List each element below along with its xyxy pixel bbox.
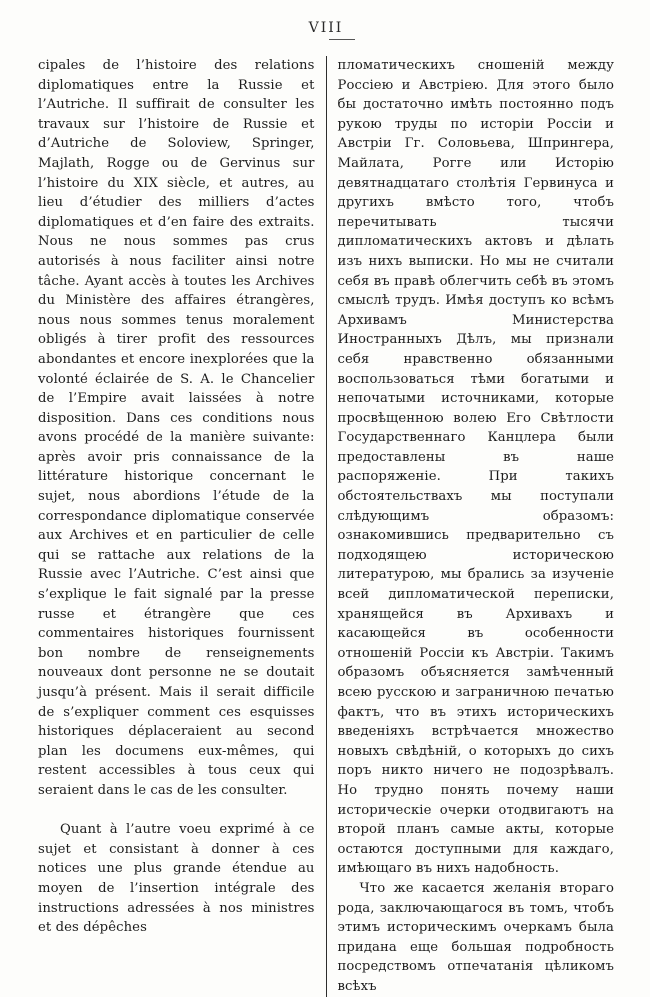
column-french	[38, 56, 326, 997]
russian-paragraph-2: Что же касается желанія втораго рода, заключающагося въ томъ, чтобъ этимъ историческимъ очеркамъ была придана еще большая подробность посредствомъ отпечатанія цѣликомъ всѣхъ	[337, 880, 614, 994]
page-number: VIII	[308, 20, 344, 36]
french-paragraph-2: Quant à l’autre voeu exprimé à ce sujet et consistant à donner à ces notices une plus grande étendue au moyen de l’insertion intégrale des instructions adressées à nos ministres et des dépêches	[38, 822, 315, 936]
text-columns	[38, 56, 614, 997]
page-number-rule	[329, 39, 355, 40]
french-paragraph-1: cipales de l’histoire des relations diplomatiques entre la Russie et l’Autriche. Il suffirait de consulter les travaux sur l’histoire de Russie et d’Autriche de Soloview, Springer, Majlath, Rogge ou de Gervinus sur l’histoire du XIX siècle, et autres, au lieu d’étudier des milliers d’actes diplomatiques et d’en faire des extraits. Nous ne nous sommes pas crus autorisés à nous faciliter ainsi notre tâche. Ayant accès à toutes les Archives du Ministère des affaires étrangères, nous nous sommes tenus moralement obligés à tirer profit des ressources abondantes et encore inexplorées que la volonté éclairée de S. A. le Chancelier de l’Empire avait laissées à notre disposition. Dans ces conditions nous avons procédé de la manière suivante: après avoir pris connaissance de la littérature historique concernant le sujet, nous abordions l’étude de la correspondance diplomatique conservée aux Archives et en particulier de celle qui se rattache aux relations de la Russie avec l’Autriche. C’est ainsi que s’explique le fait signalé par la presse russe et étrangère que ces commentaires historiques fournissent bon nombre de renseignements nouveaux dont personne ne se doutait jusqu’à présent. Mais il serait difficile de s’expliquer comment ces esquisses historiques déplaceraient au second plan les documens eux-mêmes, qui restent accessibles à tous ceux qui seraient dans le cas de les consulter.	[38, 58, 315, 798]
column-russian	[327, 56, 615, 997]
page-header	[38, 20, 614, 56]
russian-paragraph-1: пломатическихъ сношеній между Россіею и Австріею. Для этого было бы достаточно имѣть постоянно подъ рукою труды по исторіи Россіи и Австріи Гг. Соловьева, Шпрингера, Майлата, Рогге или Исторію девятнадцатаго столѣтія Гервинуса и другихъ вмѣсто того, чтобъ перечитывать тысячи дипломатическихъ актовъ и дѣлать изъ нихъ выписки. Но мы не считали себя въ правѣ облегчить себѣ въ этомъ смыслѣ трудъ. Имѣя доступъ ко всѣмъ Архивамъ Министерства Иностранныхъ Дѣлъ, мы признали себя нравственно обязанными воспользоваться тѣми богатыми и непочатыми источниками, которые просвѣщенною волею Его Свѣтлости Государственнаго Канцлера были предоставлены въ наше распоряженіе. При такихъ обстоятельствахъ мы поступали слѣдующимъ образомъ: ознакомившись предварительно съ подходящею историческою литературою, мы брались за изученіе всей дипломатической переписки, хранящейся въ Архивахъ и касающейся въ особенности отношеній Россіи къ Австріи. Такимъ образомъ объясняется замѣченный всею русскою и заграничною печатью фактъ, что въ этихъ историческихъ введеніяхъ встрѣчается множество новыхъ свѣдѣній, о которыхъ до сихъ поръ никто ничего не подозрѣвалъ. Но трудно понять почему наши историческіе очерки отодвигаютъ на второй планъ самые акты, которые остаются доступными для каждаго, имѣющаго въ нихъ надобность.	[337, 58, 614, 877]
